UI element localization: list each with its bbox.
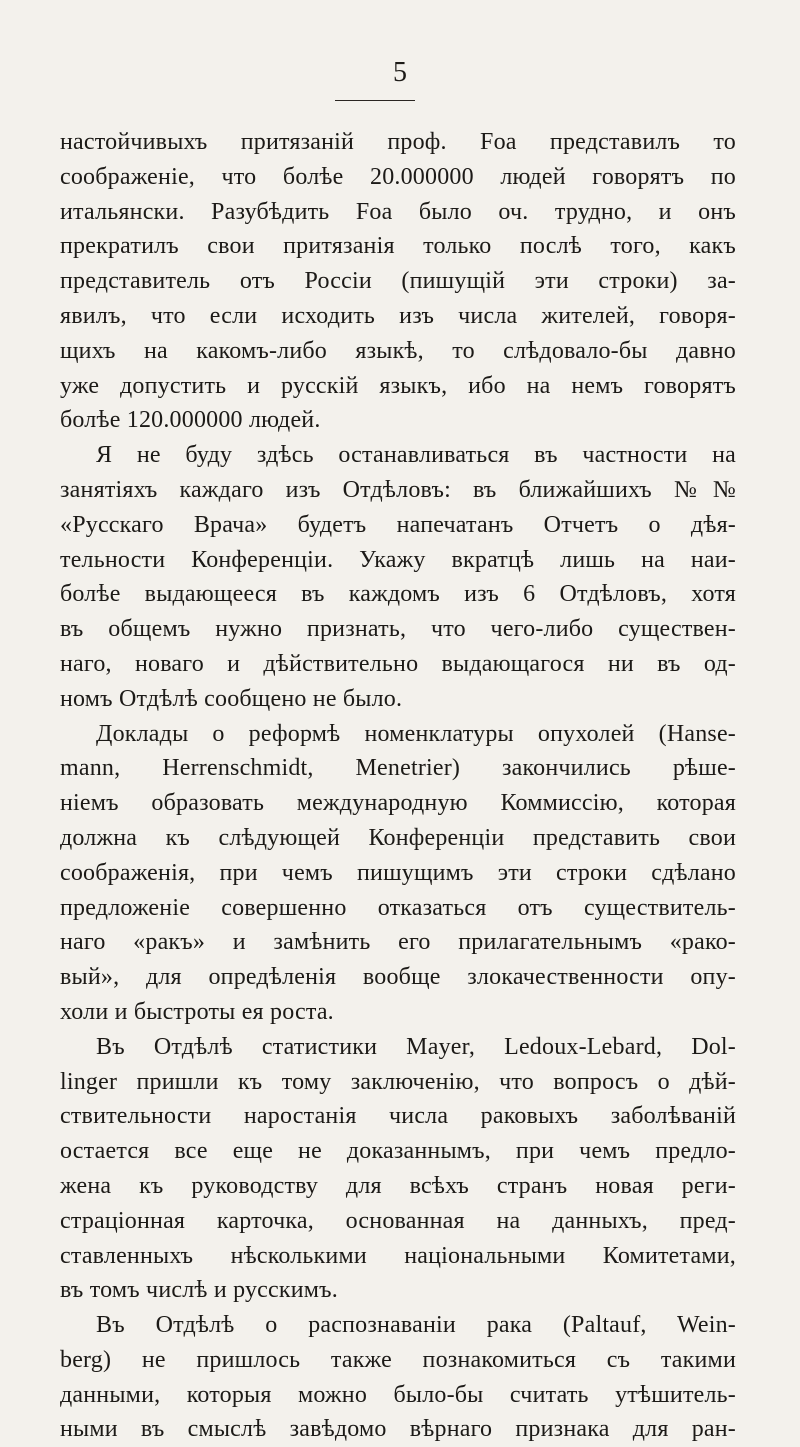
text-line: Въ Отдѣлѣ о распознаваніи рака (Paltauf, Wein-: [96, 1312, 736, 1339]
text-line: Я не буду здѣсь останавливаться въ частности на: [96, 442, 736, 469]
text-line: наго, новаго и дѣйствительно выдающагося ни въ од-: [60, 650, 736, 677]
text-line: болѣе 120.000000 людей.: [60, 407, 321, 434]
text-line: соображенія, при чемъ пишущимъ эти строки сдѣлано: [60, 859, 736, 886]
text-line: щихъ на какомъ-либо языкѣ, то слѣдовало-бы давно: [60, 337, 736, 364]
text-line: страціонная карточка, основанная на данныхъ, пред-: [60, 1207, 736, 1234]
text-line: болѣе выдающееся въ каждомъ изъ 6 Отдѣловъ, хотя: [60, 581, 736, 608]
text-line: Доклады о реформѣ номенклатуры опухолей (Hanse-: [96, 720, 736, 747]
text-line: ствительности наростанія числа раковыхъ заболѣваній: [60, 1103, 736, 1130]
text-line: номъ Отдѣлѣ сообщено не было.: [60, 685, 403, 712]
text-line: ставленныхъ нѣсколькими національными Комитетами,: [60, 1242, 736, 1269]
page-number: 5: [393, 57, 407, 88]
text-line: «Русскаго Врача» будетъ напечатанъ Отчетъ о дѣя-: [60, 511, 736, 538]
text-line: mann, Herrenschmidt, Menetrier) закончились рѣше-: [60, 755, 736, 782]
text-line: въ общемъ нужно признать, что чего-либо существен-: [60, 616, 736, 643]
text-line: въ томъ числѣ и русскимъ.: [60, 1277, 338, 1304]
body-text: [60, 125, 736, 1447]
text-line: итальянски. Разубѣдить Foa было оч. трудно, и онъ: [60, 198, 736, 225]
text-line: linger пришли къ тому заключенію, что вопросъ о дѣй-: [60, 1068, 736, 1095]
text-line: вый», для опредѣленія вообще злокачественности опу-: [60, 964, 736, 991]
text-line: остается все еще не доказаннымъ, при чемъ предло-: [60, 1138, 736, 1165]
text-line: ными въ смыслѣ завѣдомо вѣрнаго признака для ран-: [60, 1416, 736, 1443]
text-line: занятіяхъ каждаго изъ Отдѣловъ: въ ближайшихъ №№: [60, 476, 736, 503]
text-line: жена къ руководству для всѣхъ странъ новая реги-: [60, 1172, 736, 1199]
text-line: тельности Конференціи. Укажу вкратцѣ лишь на наи-: [60, 546, 736, 573]
text-line: berg) не пришлось также познакомиться съ такими: [60, 1346, 736, 1373]
text-line: должна къ слѣдующей Конференціи представить свои: [60, 824, 736, 851]
text-line: соображеніе, что болѣе 20.000000 людей говорятъ по: [60, 163, 736, 190]
text-line: холи и быстроты ея роста.: [60, 998, 334, 1025]
text-line: предложеніе совершенно отказаться отъ существитель-: [60, 894, 736, 921]
text-line: прекратилъ свои притязанія только послѣ того, какъ: [60, 233, 736, 260]
text-line: настойчивыхъ притязаній проф. Foa представилъ то: [60, 129, 736, 155]
text-line: Въ Отдѣлѣ статистики Mayer, Ledoux-Lebard, Dol-: [96, 1033, 736, 1060]
text-line: уже допустить и русскій языкъ, ибо на немъ говорятъ: [60, 372, 736, 399]
page-number-rule: [335, 100, 415, 101]
text-line: наго «ракъ» и замѣнить его прилагательнымъ «рако-: [60, 929, 736, 956]
text-line: ніемъ образовать международную Коммиссію, которая: [60, 790, 736, 817]
text-line: явилъ, что если исходить изъ числа жителей, говоря-: [60, 302, 736, 329]
text-line: данными, которыя можно было-бы считать утѣшитель-: [60, 1381, 736, 1408]
text-line: представитель отъ Россіи (пишущій эти строки) за-: [60, 268, 736, 295]
